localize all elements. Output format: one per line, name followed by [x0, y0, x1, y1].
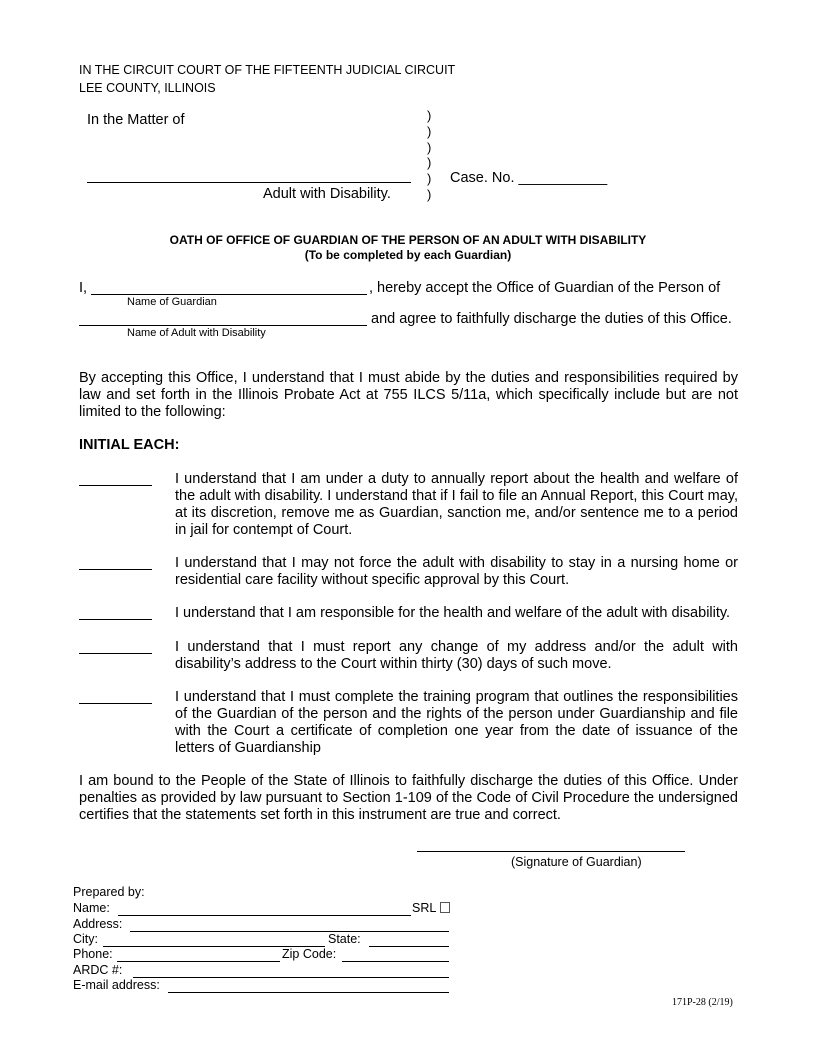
prepared-name-line[interactable]	[118, 915, 411, 916]
guardian-name-line[interactable]	[91, 294, 367, 295]
guardian-name-caption: Name of Guardian	[127, 296, 217, 308]
guardian-signature-line[interactable]	[417, 851, 685, 852]
initial-line[interactable]	[79, 569, 152, 570]
in-matter-of: In the Matter of	[87, 112, 185, 128]
initial-line[interactable]	[79, 653, 152, 654]
initial-line[interactable]	[79, 485, 152, 486]
checkbox-icon	[440, 902, 450, 913]
duty-item-health-welfare: I understand that I am responsible for the health and welfare of the adult with disability.	[175, 605, 731, 621]
adult-with-disability-label: Adult with Disability.	[263, 186, 391, 202]
duty-item-training: I understand that I must complete the training program that outlines the responsibilities of the Guardian of the person and the rights of the person under Guardianship and file with the Court a certificate of completion one year from the date of issuance of the letters of Guardianship	[175, 689, 738, 756]
prepared-state-label: State:	[328, 932, 361, 946]
document-subtitle: (To be completed by each Guardian)	[304, 248, 512, 262]
oath-accept-text: , hereby accept the Office of Guardian of the Person of	[369, 280, 721, 296]
prepared-ardc-label: ARDC #:	[73, 963, 123, 977]
caption-paren: )	[427, 108, 432, 123]
caption-paren: )	[427, 187, 432, 202]
prepared-name-label: Name:	[73, 901, 110, 915]
duty-item-address-change: I understand that I must report any change of my address and/or the adult with disability’s address to the Court within thirty (30) days of such move.	[175, 639, 738, 672]
county-name: LEE COUNTY, ILLINOIS	[79, 81, 216, 95]
respondent-name-line[interactable]	[87, 182, 411, 183]
caption-paren: )	[427, 171, 432, 186]
prepared-phone-line[interactable]	[117, 961, 280, 962]
adult-name-caption: Name of Adult with Disability	[127, 327, 266, 339]
prepared-by-heading: Prepared by:	[73, 885, 145, 899]
case-number-field[interactable]: Case. No. ___________	[450, 170, 608, 186]
caption-paren: )	[427, 140, 432, 155]
document-title: OATH OF OFFICE OF GUARDIAN OF THE PERSON OF AN ADULT WITH DISABILITY	[169, 233, 647, 247]
signature-label: (Signature of Guardian)	[511, 855, 642, 869]
initial-line[interactable]	[79, 703, 152, 704]
oath-agree-text: and agree to faithfully discharge the duties of this Office.	[371, 311, 732, 327]
prepared-city-label: City:	[73, 932, 98, 946]
prepared-zip-label: Zip Code:	[282, 947, 337, 961]
prepared-email-label: E-mail address:	[73, 978, 160, 992]
prepared-phone-label: Phone:	[73, 947, 113, 961]
srl-label: SRL	[412, 901, 437, 915]
form-number: 171P-28 (2/19)	[672, 997, 733, 1008]
caption-paren: )	[427, 155, 432, 170]
srl-checkbox[interactable]	[412, 901, 450, 915]
closing-paragraph: I am bound to the People of the State of Illinois to faithfully discharge the duties of this Office. Under penalties as provided by law pursuant to Section 1-109 of the Code of Civil Procedure the undersigned certifies that the statements set forth in this instrument are true and correct.	[79, 773, 738, 823]
adult-name-line[interactable]	[79, 325, 367, 326]
duty-item-annual-report: I understand that I am under a duty to annually report about the health and welfare of the adult with disability. I understand that if I fail to file an Annual Report, this Court may, at its discretion, remove me as Guardian, sanction me, and/or sentence me to a period in jail for contempt of Court.	[175, 471, 738, 538]
prepared-state-line[interactable]	[369, 946, 449, 947]
initial-each-heading: INITIAL EACH:	[79, 437, 180, 453]
prepared-address-label: Address:	[73, 917, 123, 931]
duty-item-nursing-home: I understand that I may not force the adult with disability to stay in a nursing home or residential care facility without specific approval by this Court.	[175, 555, 738, 588]
intro-paragraph: By accepting this Office, I understand that I must abide by the duties and responsibilities required by law and set forth in the Illinois Probate Act at 755 ILCS 5/11a, which specifically include but are not limited to the following:	[79, 370, 738, 420]
prepared-email-line[interactable]	[168, 992, 449, 993]
court-name: IN THE CIRCUIT COURT OF THE FIFTEENTH JUDICIAL CIRCUIT	[79, 63, 456, 77]
prepared-zip-line[interactable]	[342, 961, 449, 962]
caption-paren: )	[427, 124, 432, 139]
initial-line[interactable]	[79, 619, 152, 620]
prepared-ardc-line[interactable]	[133, 977, 449, 978]
oath-i-prefix: I,	[79, 280, 88, 296]
prepared-address-line[interactable]	[130, 931, 449, 932]
